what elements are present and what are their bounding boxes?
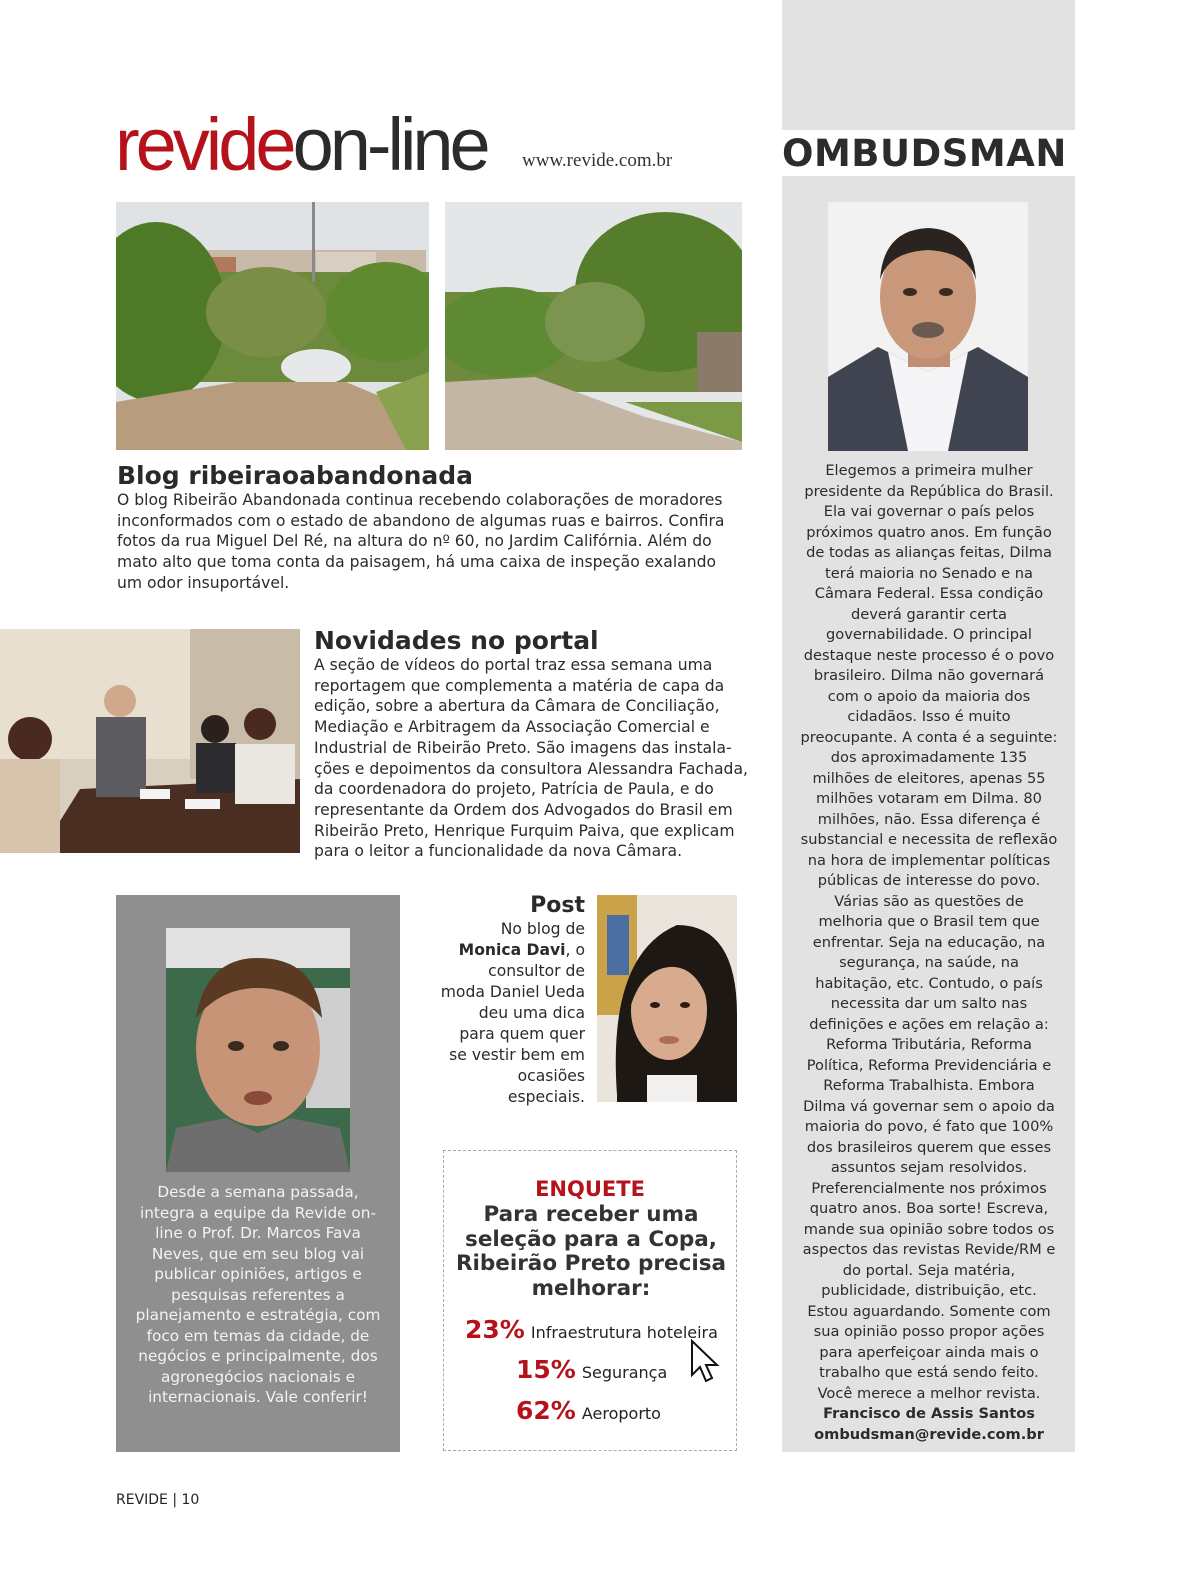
poll-option-2-pct: 15% <box>516 1355 576 1384</box>
post-title: Post <box>530 893 585 918</box>
poll-option-2-label: Segurança <box>581 1363 668 1382</box>
blog-body: O blog Ribeirão Abandonada continua recebendo colaborações de moradores inconformados com o estado de abandono de algumas ruas e bairros. Confira fotos da rua Miguel Del Ré, na altura do nº 60, no Jardim Califórnia. Além do mato alto que toma conta da paisagem, há uma caixa de inspeção exalando um odor insuportável. <box>117 491 725 592</box>
ombudsman-title: OMBUDSMAN <box>782 132 1067 175</box>
poll-box <box>443 1150 737 1451</box>
poll-option-3-label: Aeroporto <box>581 1404 661 1423</box>
poll-option-1-pct: 23% <box>465 1315 525 1344</box>
ombudsman-column <box>782 0 1075 1452</box>
portal-section <box>314 627 754 862</box>
poll-option-1-label: Infraestrutura hoteleira <box>530 1323 718 1342</box>
ombudsman-body-wrapper <box>800 461 1058 1445</box>
ombudsman-portrait <box>828 202 1028 451</box>
poll-question: Para receber uma seleção para a Copa, Ribeirão Preto precisa melhorar: <box>455 1202 727 1301</box>
post-intro: No blog de <box>500 920 585 938</box>
poll-option-3-pct: 62% <box>516 1396 576 1425</box>
poll-title: ENQUETE <box>535 1177 645 1201</box>
ombudsman-signature-name: Francisco de Assis Santos <box>823 1405 1035 1422</box>
post-section <box>440 893 585 1108</box>
meeting-photo <box>0 629 300 853</box>
post-blog-name[interactable]: Monica Davi <box>458 941 566 959</box>
portal-title: Novidades no portal <box>314 626 599 655</box>
abandoned-lot-photo-1 <box>116 202 429 450</box>
portal-body: A seção de vídeos do portal traz essa semana uma reportagem que complementa a matéria de capa da edição, sobre a abertura da Câmara de Conciliação, Mediação e Arbitragem da Associação Comercial e Industrial de Ribeirão Preto. São imagens das instala-ções e depoimentos da consultora Alessandra Fachada, da coordenadora do projeto, Patrícia de Paula, e do representante da Ordem dos Advogados do Brasil em Ribeirão Preto, Henrique Furquim Paiva, que explicam para o leitor a funcionalidade da nova Câmara. <box>314 656 748 861</box>
site-url[interactable]: www.revide.com.br <box>522 150 673 171</box>
poll-option-3[interactable] <box>516 1396 661 1425</box>
logo-red-part: revide <box>115 103 293 186</box>
new-blogger-box <box>116 895 400 1452</box>
mouse-cursor-icon <box>690 1339 720 1383</box>
revide-online-logo <box>115 100 487 190</box>
blog-title: Blog ribeiraoabandonada <box>117 461 474 490</box>
marcos-fava-neves-portrait <box>166 928 350 1172</box>
post-rest: , o consultor de moda Daniel Ueda deu uma dica para quem quer se vestir bem em ocasiões especiais. <box>440 941 585 1106</box>
abandoned-lot-photo-2 <box>445 202 742 450</box>
logo-gray-part: on-line <box>292 103 487 186</box>
new-blogger-text: Desde a semana passada, integra a equipe da Revide on-line o Prof. Dr. Marcos Fava Neves, que em seu blog vai publicar opiniões, artigos e pesquisas referentes a planejamento e estratégia, com foco em temas da cidade, de negócios e principalmente, dos agronegócios nacionais e internacionais. Vale conferir! <box>135 1183 381 1406</box>
ombudsman-email[interactable]: ombudsman@revide.com.br <box>814 1425 1044 1443</box>
ombudsman-body: Elegemos a primeira mulher presidente da República do Brasil. Ela vai governar o país pelos próximos quatro anos. Em função de todas as alianças feitas, Dilma terá maioria no Senado e na Câmara Federal. Essa condição deverá garantir certa governabilidade. O principal destaque neste processo é o povo brasileiro. Dilma não governará com o apoio da maioria dos cidadãos. Isso é muito preocupante. A conta é a seguinte: dos aproximadamente 135 milhões de eleitores, apenas 55 milhões votaram em Dilma. 80 milhões, não. Essa diferença é substancial e necessita de reflexão na hora de implementar políticas públicas de interesse do povo. Várias são as questões de melhoria que o Brasil tem que enfrentar. Seja na educação, na segurança, na saúde, na habitação, etc. Contudo, o país necessita dar um salto nas definições e ações em relação a: Reforma Tributária, Reforma Política, Reforma Previdenciária e Reforma Trabalhista. Embora Dilma vá governar sem o apoio da maioria do povo, é fato que 100% dos brasileiros querem que esses assuntos sejam resolvidos. Preferencialmente nos próximos quatro anos. Boa sorte! Escreva, mande sua opinião sobre todos os aspectos das revistas Revide/RM e do portal. Seja matéria, publicidade, distribuição, etc. Estou aguardando. Somente com sua opinião posso propor ações para aperfeiçoar ainda mais o trabalho que está sendo feito. Você merece a melhor revista. <box>800 462 1058 1402</box>
monica-davi-portrait <box>597 895 737 1102</box>
blog-section <box>117 462 737 594</box>
poll-option-1[interactable] <box>465 1315 718 1344</box>
page-footer: REVIDE | 10 <box>116 1492 200 1508</box>
poll-option-2[interactable] <box>516 1355 667 1384</box>
